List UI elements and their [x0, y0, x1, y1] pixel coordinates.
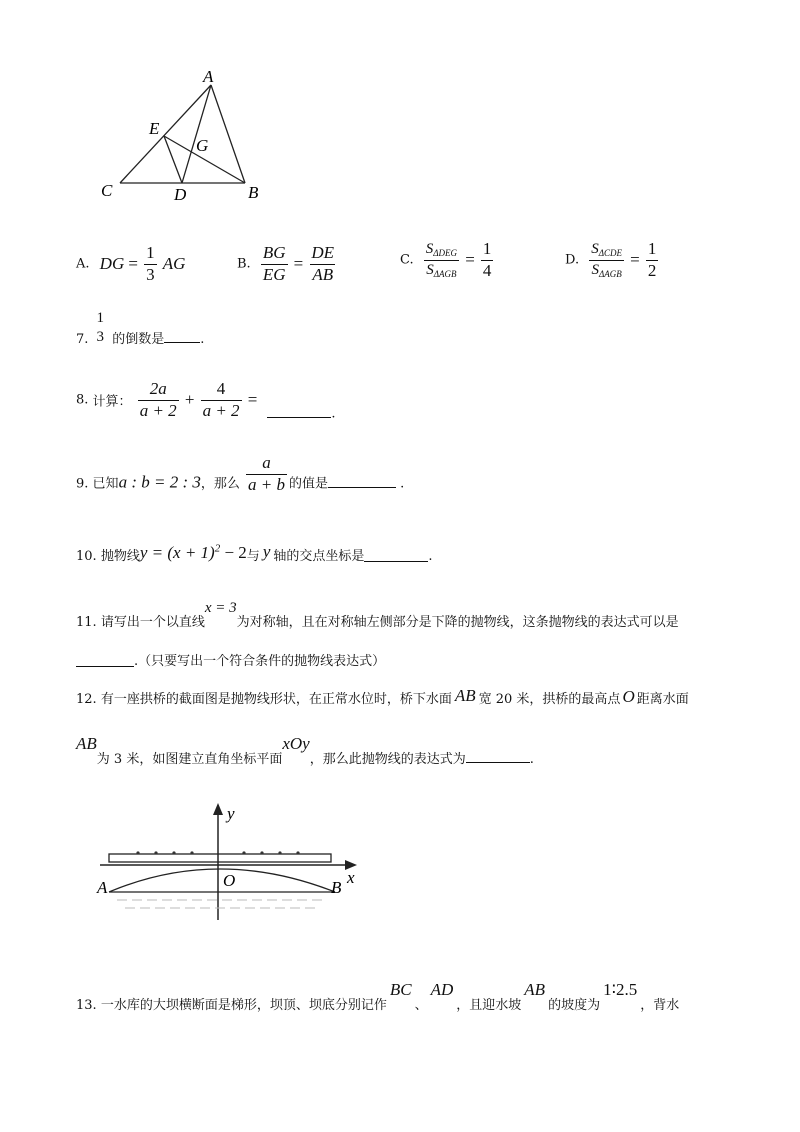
question-7	[76, 310, 204, 347]
math-eq: =	[247, 390, 258, 410]
question-end: .	[200, 332, 205, 347]
option-letter: D.	[565, 252, 580, 268]
option-b[interactable]	[237, 244, 338, 284]
question-end: .	[331, 406, 336, 422]
fraction-den: a + 2	[139, 400, 177, 420]
question-text: 轴的交点坐标是	[273, 549, 365, 564]
fraction	[246, 454, 287, 494]
fraction	[589, 241, 624, 280]
math-ratio: a : b = 2 : 3	[118, 472, 201, 492]
fraction-den: a + 2	[202, 400, 240, 420]
fraction	[144, 244, 157, 284]
question-9	[76, 454, 404, 494]
area-subscript: ΔAGB	[598, 268, 622, 279]
question-text: ，且迎水坡	[456, 998, 522, 1013]
fraction-num: 1	[647, 239, 657, 258]
math-expression: x = 3	[204, 600, 237, 616]
area-symbol: S	[591, 261, 599, 278]
fraction-den	[424, 260, 458, 280]
rail-dot	[296, 851, 299, 854]
question-number: 8.	[76, 392, 89, 408]
rail-dot	[190, 851, 193, 854]
question-11-line-2	[76, 650, 385, 669]
question-12	[76, 686, 689, 707]
question-end: .	[529, 752, 534, 767]
fraction-den: 2	[647, 260, 657, 280]
math-tail: − 2	[220, 543, 247, 562]
option-d[interactable]	[565, 240, 660, 280]
question-text: 请写出一个以直线	[100, 615, 205, 630]
math-xoy: xOy	[282, 734, 310, 753]
bridge-deck	[109, 854, 331, 862]
rail-dot	[172, 851, 175, 854]
label-e: E	[149, 119, 160, 138]
question-text: 距离水面	[636, 692, 689, 707]
y-axis-arrow	[213, 803, 223, 815]
question-number: 13.	[76, 998, 97, 1013]
label-d: D	[174, 185, 187, 204]
math-ab: AB	[454, 686, 476, 705]
axis-label-x: x	[347, 868, 355, 887]
option-a[interactable]	[76, 244, 185, 284]
fraction-num: 4	[216, 379, 226, 398]
fraction-den: EG	[262, 264, 286, 284]
question-text: 一水库的大坝横断面是梯形，坝顶、坝底分别记作	[100, 998, 387, 1013]
question-number: 12.	[76, 692, 97, 707]
option-letter: C.	[400, 252, 414, 268]
question-11	[76, 600, 679, 630]
question-text: 为对称轴，且在对称轴左侧部分是下降的抛物线，这条抛物线的表达式可以是	[236, 615, 679, 630]
question-number: 9.	[76, 476, 89, 492]
fraction-num: 1	[146, 243, 155, 262]
fraction-num	[589, 241, 624, 260]
question-number: 10.	[76, 549, 97, 564]
label-a: A	[203, 67, 214, 86]
fraction-num: BG	[262, 243, 286, 262]
question-label: 计算：	[92, 394, 132, 410]
rail-dot	[242, 851, 245, 854]
math-ratio: 1∶2.5	[603, 980, 638, 999]
bridge-arch	[109, 869, 335, 892]
math-ab: AB	[76, 734, 97, 753]
option-letter: A.	[76, 256, 90, 272]
question-text: 为 3 米，如图建立直角坐标平面	[96, 752, 283, 767]
fraction	[646, 240, 659, 280]
fraction	[201, 380, 242, 420]
math-ad: AD	[430, 980, 454, 999]
axis-label-y: y	[227, 804, 235, 823]
label-g: G	[196, 136, 209, 155]
math-base: y = (x + 1)	[139, 543, 215, 562]
math-lhs: DG	[99, 254, 125, 274]
question-text: 有一座拱桥的截面图是抛物线形状，在正常水位时，桥下水面	[100, 692, 452, 707]
segment-ab	[211, 85, 245, 183]
fraction-den: AB	[312, 264, 334, 284]
rail-dot	[260, 851, 263, 854]
area-subscript: ΔCDE	[598, 247, 623, 258]
area-symbol: S	[591, 240, 599, 257]
math-o: O	[622, 687, 635, 706]
math-var: y	[262, 542, 271, 561]
area-subscript: ΔDEG	[433, 247, 458, 258]
question-10	[76, 542, 433, 564]
fraction-num: 2a	[149, 379, 167, 398]
question-text: 抛物线	[100, 549, 140, 564]
fraction	[309, 244, 336, 284]
answer-blank[interactable]	[328, 473, 396, 488]
area-symbol: S	[426, 261, 434, 278]
segment-ed	[164, 136, 182, 183]
question-text: ，背水	[640, 998, 680, 1013]
option-letter: B.	[237, 256, 251, 272]
question-8	[76, 380, 336, 422]
segment-ca	[120, 85, 211, 183]
fraction	[424, 241, 459, 280]
label-origin: O	[223, 871, 236, 890]
fraction-num	[424, 241, 459, 260]
label-b: B	[331, 878, 342, 897]
question-text: 的值是	[289, 476, 329, 492]
question-number: 11.	[76, 615, 97, 630]
rail-dot	[154, 851, 157, 854]
answer-blank[interactable]	[466, 748, 530, 763]
rail-dot	[278, 851, 281, 854]
answer-blank[interactable]	[164, 328, 200, 343]
question-text: ，那么	[200, 476, 240, 492]
math-plus: +	[184, 390, 195, 410]
answer-blank[interactable]	[364, 547, 428, 562]
area-symbol: S	[425, 240, 434, 257]
fraction-den: 3	[96, 328, 105, 345]
question-text: 与	[246, 549, 260, 564]
question-text: 的坡度为	[548, 998, 601, 1013]
question-text: 、	[414, 998, 428, 1013]
question-text: 的倒数是	[112, 332, 165, 347]
fraction-num: 1	[482, 239, 492, 258]
area-subscript: ΔAGB	[433, 268, 457, 279]
bridge-figure	[95, 800, 370, 925]
fraction	[481, 240, 494, 280]
label-c: C	[101, 181, 113, 200]
math-ab: AB	[524, 980, 546, 999]
question-text: 宽 20 米，拱桥的最高点	[478, 692, 621, 707]
question-text: 已知	[92, 476, 119, 492]
question-number: 7.	[76, 332, 89, 347]
rail-dot	[136, 851, 139, 854]
question-end: .	[400, 476, 405, 492]
question-13	[76, 980, 679, 1013]
math-eq: =	[293, 254, 304, 274]
answer-blank[interactable]	[267, 403, 331, 418]
question-12-line-2	[76, 734, 534, 767]
math-eq: =	[630, 250, 640, 270]
math-eq: =	[465, 250, 475, 270]
math-bc: BC	[389, 980, 412, 999]
question-text: .（只要写出一个符合条件的抛物线表达式）	[134, 654, 386, 669]
fraction-den: 4	[482, 260, 492, 280]
option-c[interactable]	[400, 240, 495, 280]
question-text: ，那么此抛物线的表达式为	[309, 752, 466, 767]
fraction-num: DE	[311, 243, 335, 262]
question-end: .	[428, 549, 433, 564]
math-eq: =	[128, 254, 138, 274]
answer-blank[interactable]	[76, 652, 134, 667]
fraction-den: 3	[146, 264, 155, 284]
fraction-num: a	[262, 453, 271, 472]
math-expression	[140, 543, 247, 562]
label-b: B	[248, 183, 259, 202]
triangle-figure	[95, 65, 280, 210]
fraction	[261, 244, 288, 284]
fraction	[138, 380, 179, 420]
fraction-num: 1	[96, 310, 105, 326]
fraction-den	[589, 260, 623, 280]
fraction-den: a + b	[248, 474, 285, 494]
math-rhs: AG	[162, 254, 186, 274]
math-exponent: 2	[214, 542, 221, 555]
label-a: A	[97, 878, 108, 897]
fraction	[95, 310, 107, 345]
